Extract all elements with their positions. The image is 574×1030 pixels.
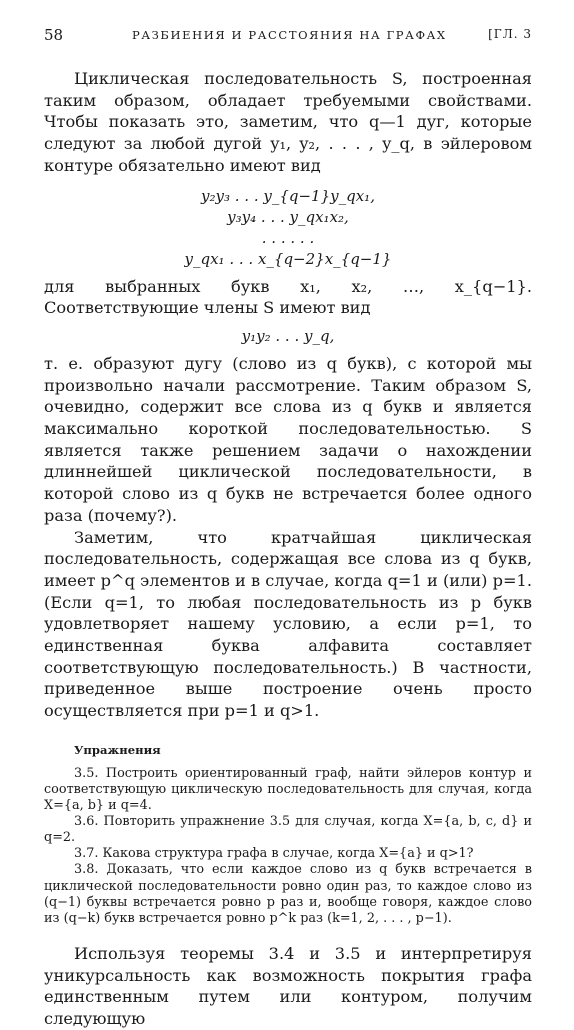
exercises-heading: Упражнения	[74, 742, 161, 757]
paragraph-1: Циклическая последовательность S, построенная таким образом, обладает требуемыми свойствами. Чтобы показать это, заметим, что q—1 дуг, которые следуют за любой дугой y₁, y₂, . . . , y_q, в эйлеровом контуре обязательно имеют вид	[44, 69, 532, 175]
formula-line-4: y_qx₁ . . . x_{q−2}x_{q−1}	[184, 249, 392, 268]
page-number: 58	[44, 26, 64, 44]
exercise-item	[44, 846, 532, 862]
formula-line-1: y₂y₃ . . . y_{q−1}y_qx₁,	[201, 186, 375, 205]
page-body	[44, 68, 532, 1030]
formula-line-2: y₃y₄ . . . y_qx₁x₂,	[227, 207, 349, 226]
chapter-label: [ГЛ. 3	[488, 27, 532, 41]
paragraph-3: т. е. образуют дугу (слово из q букв), с которой мы произвольно начали рассмотрение. Таким образом S, очевидно, содержит все слова из q букв и является максимально короткой последовательностью. S является также решением задачи о нахождении длиннейшей циклической последовательности, в которой слово из q букв не встречается более одного раза (почему?).	[44, 353, 532, 525]
exercise-text: Доказать, что если каждое слово из q букв встречается в циклической последовательности ровно один раз, то каждое слово из (q−1) буквы встречается ровно p раз и, вообще говоря, каждое слово из (q−k) букв встречается ровно p^k раз (k=1, 2, . . . , p−1).	[44, 862, 532, 926]
exercise-text: Какова структура графа в случае, когда X={a} и q>1?	[102, 846, 474, 862]
paragraph-2: для выбранных букв x₁, x₂, …, x_{q−1}. Соответствующие члены S имеют вид	[44, 276, 532, 318]
exercise-text: Построить ориентированный граф, найти эйлеров контур и соответствующую циклическую последовательность для случая, когда X={a, b} и q=4.	[44, 765, 532, 814]
exercise-number: 3.7.	[74, 846, 99, 862]
exercise-number: 3.8.	[74, 862, 99, 878]
page-header	[44, 26, 532, 46]
exercise-item	[44, 814, 532, 846]
exercise-item	[44, 766, 532, 814]
exercise-number: 3.5.	[74, 765, 99, 781]
formula-line-3: . . . . . .	[261, 228, 315, 247]
exercise-number: 3.6.	[74, 814, 99, 830]
formula-line-5: y₁y₂ . . . y_q,	[241, 326, 335, 345]
running-title: РАЗБИЕНИЯ И РАССТОЯНИЯ НА ГРАФАХ	[132, 28, 447, 42]
paragraph-4: Заметим, что кратчайшая циклическая последовательность, содержащая все слова из q букв, имеет p^q элементов и в случае, когда q=1 и (или) p=1. (Если q=1, то любая последовательность из p букв удовлетворяет нашему условию, а если p=1, то единственная буква алфавита составляет соответствующую последовательность.) В частности, приведенное выше построение очень просто осуществляется при p=1 и q>1.	[44, 527, 532, 721]
exercise-item	[44, 862, 532, 926]
paragraph-5: Используя теоремы 3.4 и 3.5 и интерпретируя уникурсальность как возможность покрытия графа единственным путем или контуром, получим следующую	[44, 943, 532, 1028]
exercise-text: Повторить упражнение 3.5 для случая, когда X={a, b, c, d} и q=2.	[44, 814, 532, 846]
